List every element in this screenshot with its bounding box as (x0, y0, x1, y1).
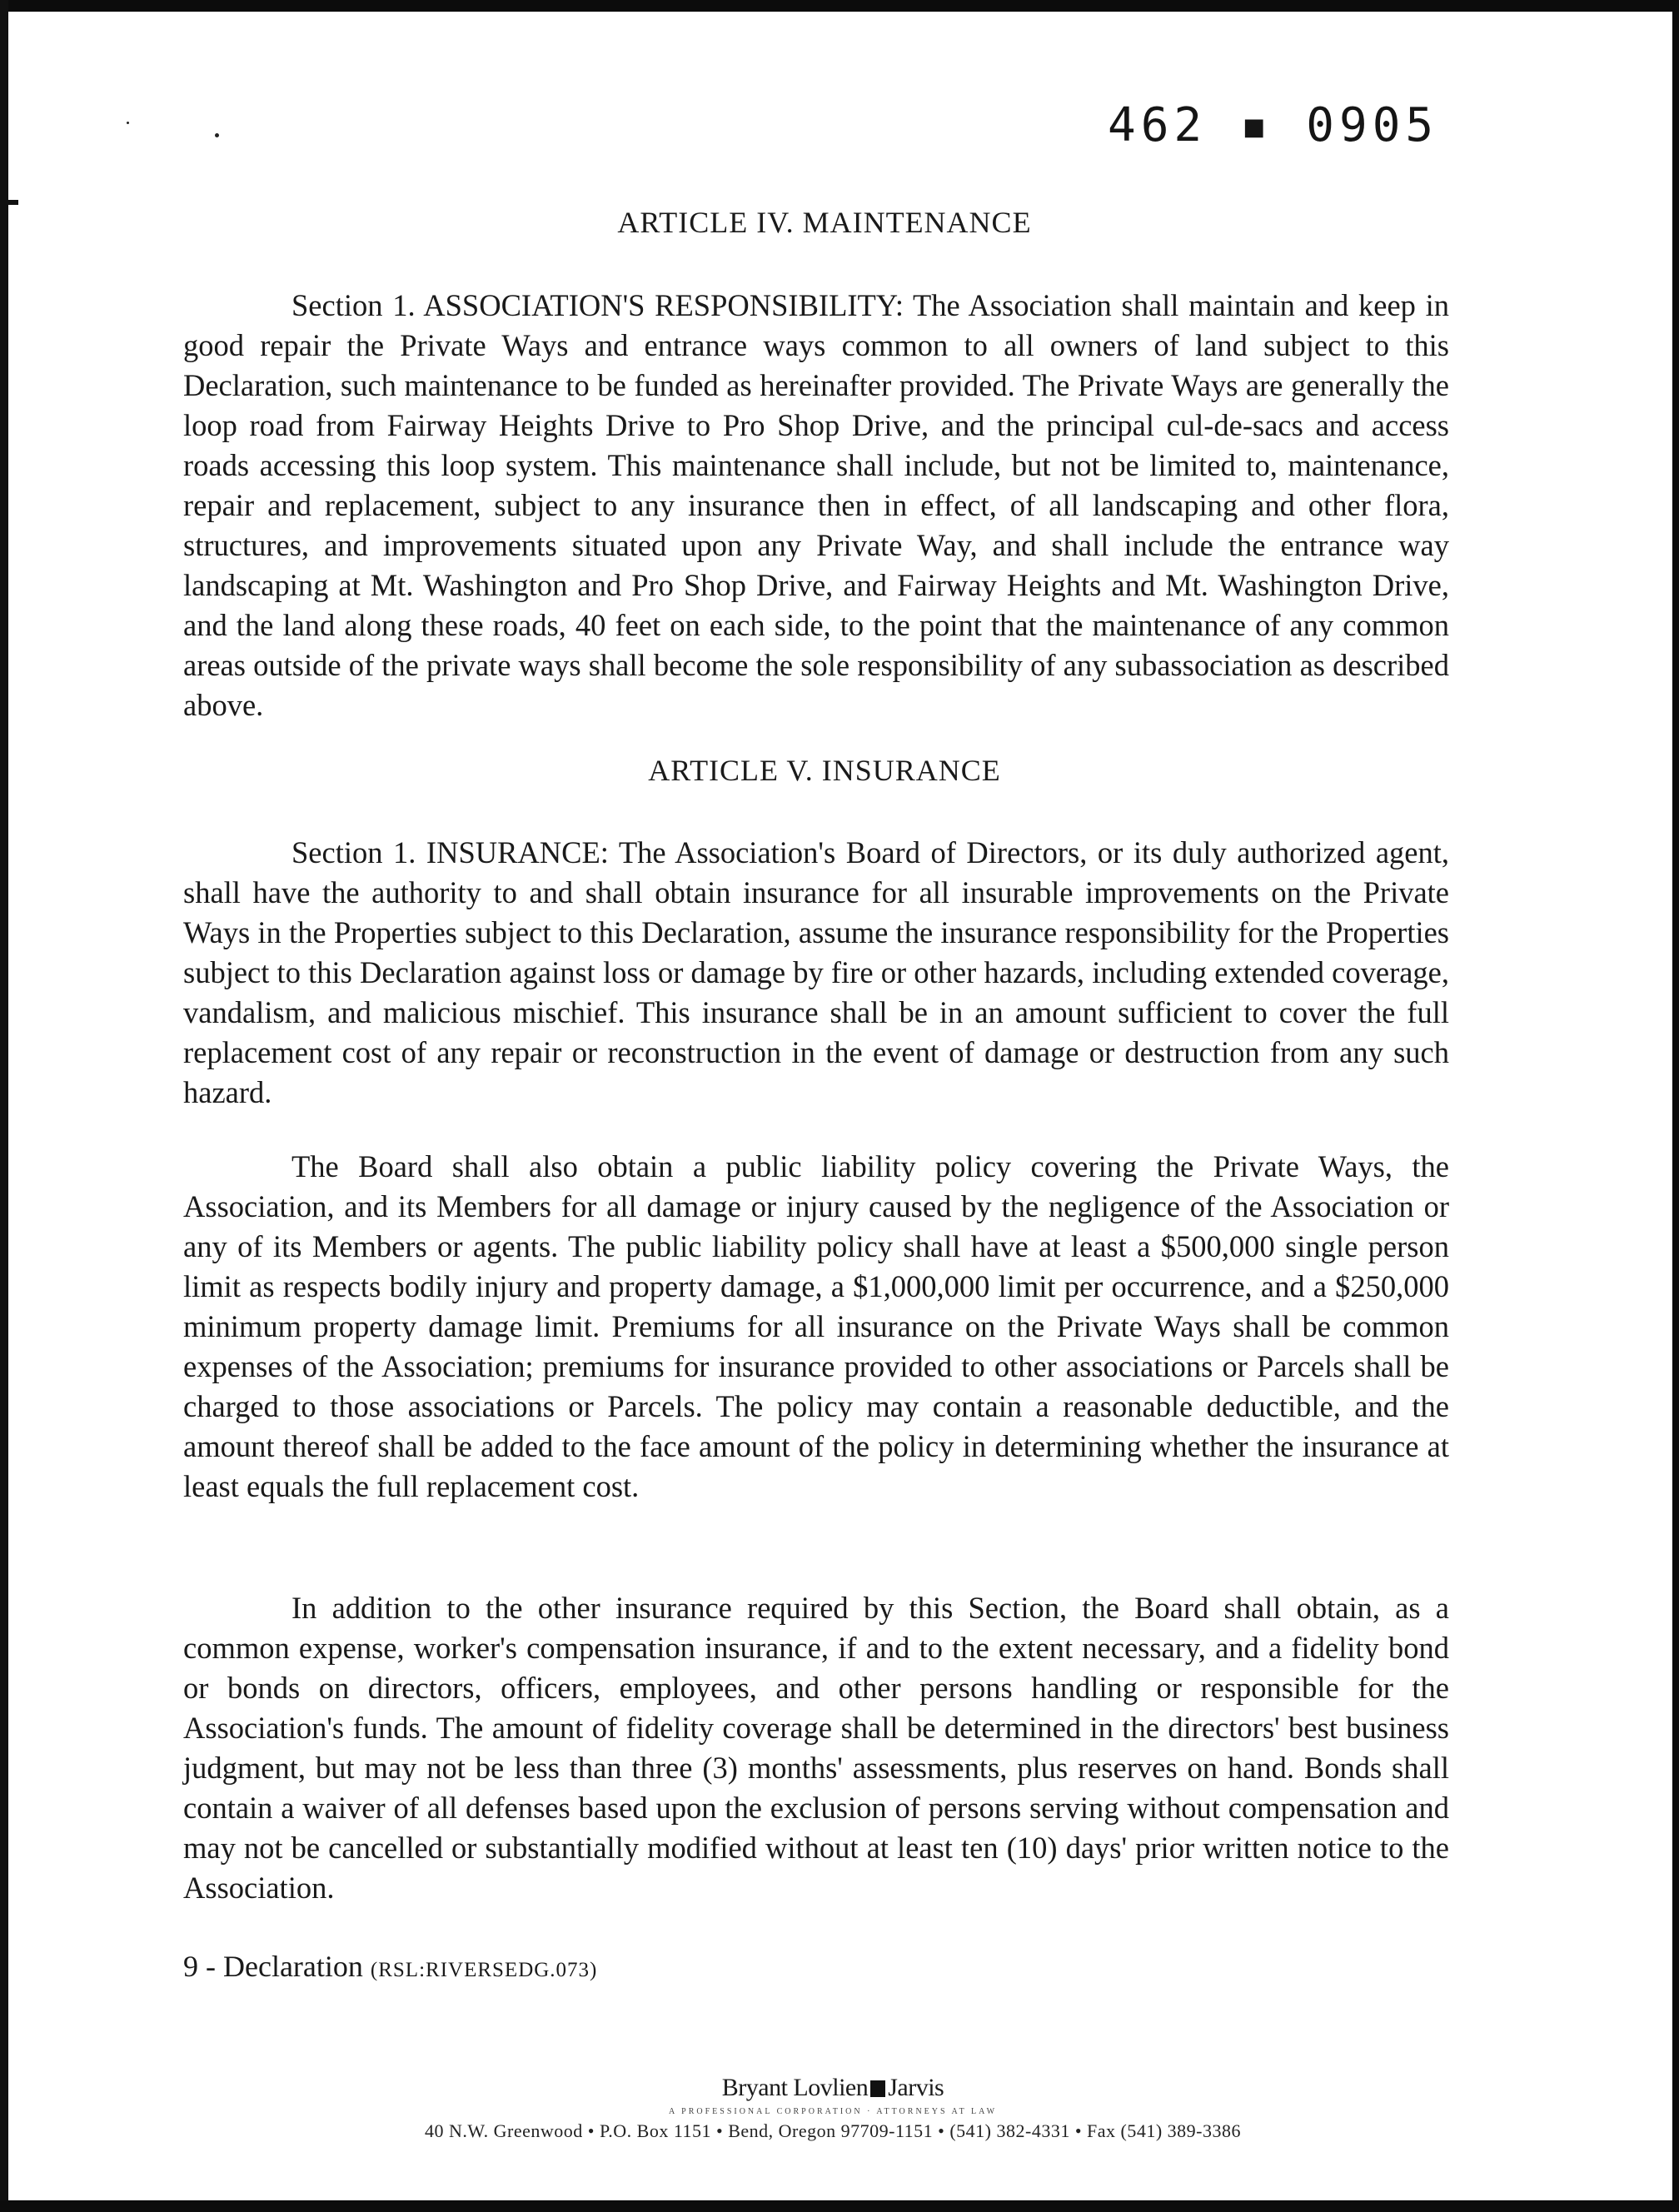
scan-border-top (0, 0, 1679, 12)
firm-name-part-1: Bryant Lovlien (721, 2074, 869, 2101)
article-v-heading: ARTICLE V. INSURANCE (648, 754, 1001, 787)
scan-border-left (0, 0, 8, 2212)
page-footer-label (183, 1949, 597, 1984)
firm-name-part-2: Jarvis (888, 2074, 944, 2101)
law-firm-subtitle: A PROFESSIONAL CORPORATION · ATTORNEYS AT LAW (668, 2107, 998, 2116)
document-code: (RSL:RIVERSEDG.073) (370, 1959, 598, 1981)
article-v-liability-paragraph: The Board shall also obtain a public liability policy covering the Private Ways, the Association, and its Members for all damage or injury caused by the negligence of the Association or any of its Members or agents. The public liability policy shall have at least a $500,000 single person limit as respects bodily injury and property damage, a $1,000,000 limit per occurrence, and a $250,000 minimum property damage limit. Premiums for all insurance on the Private Ways shall be common expenses of the Association; premiums for insurance provided to other associations or Parcels shall be charged to those associations or Parcels. The policy may contain a reasonable deductible, and the amount thereof shall be added to the face amount of the policy in determining whether the insurance at least equals the full replacement cost. (183, 1149, 1449, 1503)
scan-mark (0, 200, 18, 205)
article-iv-heading: ARTICLE IV. MAINTENANCE (617, 206, 1032, 239)
scan-speck (127, 122, 129, 124)
article-iv-section-1: Section 1. ASSOCIATION'S RESPONSIBILITY: The Association shall maintain and keep in good repair the Private Ways and entrance ways common to all owners of land subject to this Declaration, such maintenance to be funded as hereinafter provided. The Private Ways are generally the loop road from Fairway Heights Drive to Pro Shop Drive, and the principal cul-de-sacs and access roads accessing this loop system. This maintenance shall include, but not be limited to, maintenance, repair and replacement, subject to any insurance then in effect, of all landscaping and other flora, structures, and improvements situated upon any Private Way, and shall include the entrance way landscaping at Mt. Washington and Pro Shop Drive, and Fairway Heights and Mt. Washington Drive, and the land along these roads, 40 feet on each side, to the point that the maintenance of any common areas outside of the private ways shall become the sole responsibility of any subassociation as described above. (183, 288, 1449, 722)
scan-border-right (1672, 0, 1679, 2212)
law-firm-address: 40 N.W. Greenwood • P.O. Box 1151 • Bend, Oregon 97709-1151 • (541) 382-4331 • Fax (541) 389-3386 (425, 2120, 1241, 2141)
article-v-section-1: Section 1. INSURANCE: The Association's Board of Directors, or its duly authorized agent, shall have the authority to and shall obtain insurance for all insurable improvements on the Private Ways in the Properties subject to this Declaration, assume the insurance responsibility for the Properties subject to this Declaration against loss or damage by fire or other hazards, including extended coverage, vandalism, and malicious mischief. This insurance shall be in an amount sufficient to cover the full replacement cost of any repair or reconstruction in the event of damage or destruction from any such hazard. (183, 835, 1449, 1109)
square-bullet-icon (870, 2080, 885, 2097)
article-v-additional-insurance-paragraph: In addition to the other insurance required by this Section, the Board shall obtain, as a common expense, worker's compensation insurance, if and to the extent necessary, and a fidelity bond or bonds on directors, officers, employees, and other persons handling or responsible for the Association's funds. The amount of fidelity coverage shall be determined in the directors' best business judgment, but may not be less than three (3) months' assessments, plus reserves on hand. Bonds shall contain a waiver of all defenses based upon the exclusion of persons serving without compensation and may not be cancelled or substantially modified without at least ten (10) days' prior written notice to the Association. (183, 1591, 1449, 1905)
scan-border-bottom (0, 2200, 1679, 2212)
page-number-label: 9 - Declaration (183, 1950, 363, 1983)
document-stamp-number: 462 ▪ 0905 (1108, 98, 1439, 152)
law-firm-name (183, 2074, 1482, 2102)
scan-speck (215, 133, 219, 137)
